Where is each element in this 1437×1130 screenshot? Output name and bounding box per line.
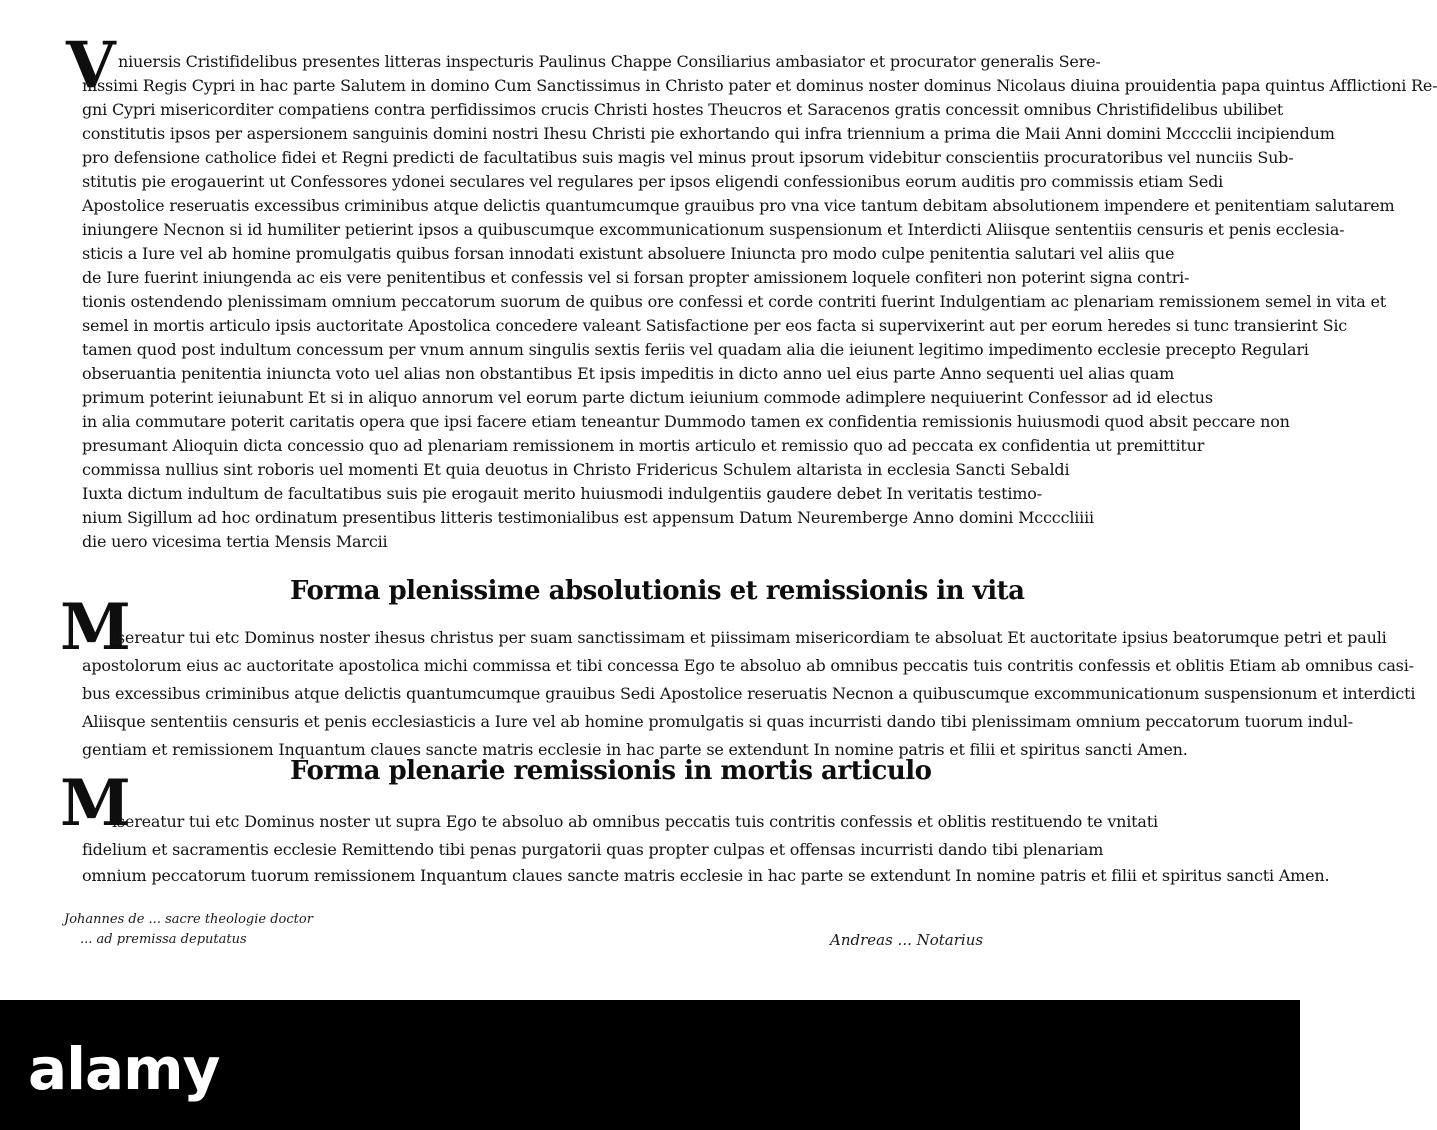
text-line: in alia commutare poterit caritatis opera que ipsi facere etiam teneantur Dummodo tamen ex confidentia remissionis huiusmodi quod absit peccare non (82, 412, 1290, 431)
text-line: stitutis pie erogauerint ut Confessores ydonei seculares vel regulares per ipsos eligendi confessionibus eorum auditis pro commissis etiam Sedi (82, 172, 1224, 191)
text-line: Aliisque sententiis censuris et penis ecclesiasticis a Iure vel ab homine promulgatis si quas incurristi dando tibi plenissimam omnium peccatorum tuorum indul- (82, 712, 1353, 731)
signature-left-line-1: Johannes de ... sacre theologie doctor (64, 912, 313, 927)
text-line: gentiam et remissionem Inquantum claues sancte matris ecclesie in hac parte se extendunt In nomine patris et filii et spiritus sancti Amen. (82, 740, 1188, 759)
signature-right: Andreas ... Notarius (830, 931, 984, 949)
alamy-logo: alamy (28, 1035, 220, 1103)
text-line: nissimi Regis Cypri in hac parte Salutem in domino Cum Sanctissimus in Christo pater et dominus noster dominus Nicolaus diuina prouidentia papa quintus Afflictioni Re- (82, 76, 1437, 95)
text-line: isereatur tui etc Dominus noster ut supra Ego te absoluo ab omnibus peccatis tuis contritis confessis et oblitis restituendo te vnitati (112, 812, 1158, 831)
text-line: tamen quod post indultum concessum per vnum annum singulis sextis feriis vel quadam alia die ieiunent legitimo impedimento ecclesie precepto Regulari (82, 340, 1309, 359)
text-line: semel in mortis articulo ipsis auctoritate Apostolica concedere valeant Satisfactione per eos facta si supervixerint aut per eorum heredes si tunc transierint Sic (82, 316, 1348, 335)
decorated-initial-v: V (66, 28, 116, 103)
text-line: omnium peccatorum tuorum remissionem Inquantum claues sancte matris ecclesie in hac parte se extendunt In nomine patris et filii et spiritus sancti Amen. (82, 866, 1330, 885)
text-line: bus excessibus criminibus atque delictis quantumcumque grauibus Sedi Apostolice reseruatis Necnon a quibuscumque excommunicationum suspensionum et interdicti (82, 684, 1416, 703)
text-line: gni Cypri misericorditer compatiens contra perfidissimos crucis Christi hostes Theucros et Saracenos gratis concessit omnibus Christifidelibus ubilibet (82, 100, 1284, 119)
text-line: pro defensione catholice fidei et Regni predicti de facultatibus suis magis vel minus prout ipsorum videbitur conscientiis procuratoribus vel nunciis Sub- (82, 148, 1294, 167)
text-line: sticis a Iure vel ab homine promulgatis quibus forsan innodati existunt absoluere Iniuncta pro modo culpe penitentia salutari vel aliis que (82, 244, 1175, 263)
section-heading-plenissime: Forma plenissime absolutionis et remissionis in vita (290, 576, 1025, 606)
text-line: nium Sigillum ad hoc ordinatum presentibus litteris testimonialibus est appensum Datum Neuremberge Anno domini Mccccliiii (82, 508, 1094, 527)
text-line: Apostolice reseruatis excessibus criminibus atque delictis quantumcumque grauibus pro vna vice tantum debitam absolutionem impendere et penitentiam salutarem (82, 196, 1395, 215)
text-line: de Iure fuerint iniungenda ac eis vere penitentibus et confessis vel si forsan propter amissionem loquele confiteri non poterint signa contri- (82, 268, 1190, 287)
text-line: constitutis ipsos per aspersionem sanguinis domini nostri Ihesu Christi pie exhortando qui infra triennium a prima die Maii Anni domini Mcccclii incipiendum (82, 124, 1335, 143)
text-line: primum poterint ieiunabunt Et si in aliquo annorum vel eorum parte dictum ieiunium commode adimplere nequiuerint Confessor ad id electus (82, 388, 1213, 407)
text-line: apostolorum eius ac auctoritate apostolica michi commissa et tibi concessa Ego te absoluo ab omnibus peccatis tuis contritis confessis et oblitis Etiam ab omnibus casi- (82, 656, 1414, 675)
section-heading-plenarie: Forma plenarie remissionis in mortis articulo (290, 756, 932, 786)
signature-left-line-2: ... ad premissa deputatus (80, 932, 247, 947)
text-line: obseruantia penitentia iniuncta voto uel alias non obstantibus Et ipsis impeditis in dicto anno uel eius parte Anno sequenti uel alias quam (82, 364, 1175, 383)
text-line: niuersis Cristifidelibus presentes litteras inspecturis Paulinus Chappe Consiliarius ambasiator et procurator generalis Sere- (118, 52, 1101, 71)
text-line: presumant Alioquin dicta concessio quo ad plenariam remissionem in mortis articulo et remissio quo ad peccata ex confidentia ut premittitur (82, 436, 1205, 455)
text-line: commissa nullius sint roboris uel momenti Et quia deuotus in Christo Fridericus Schulem altarista in ecclesia Sancti Sebaldi (82, 460, 1070, 479)
text-line: fidelium et sacramentis ecclesie Remittendo tibi penas purgatorii quas propter culpas et offensas incurristi dando tibi plenariam (82, 840, 1104, 859)
decorated-initial-m: M (60, 766, 131, 841)
text-line: die uero vicesima tertia Mensis Marcii (82, 532, 388, 551)
text-line: Iuxta dictum indultum de facultatibus suis pie erogauit merito huiusmodi indulgentiis gaudere debet In veritatis testimo- (82, 484, 1042, 503)
text-line: tionis ostendendo plenissimam omnium peccatorum suorum de quibus ore confessi et corde contriti fuerint Indulgentiam ac plenariam remissionem semel in vita et (82, 292, 1386, 311)
text-line: isereatur tui etc Dominus noster ihesus christus per suam sanctissimam et piissimam misericordiam te absoluat Et auctoritate ipsius beatorumque petri et pauli (112, 628, 1387, 647)
decorated-initial-m: M (60, 590, 131, 665)
text-line: iniungere Necnon si id humiliter petierint ipsos a quibuscumque excommunicationum suspensionum et Interdicti Aliisque sententiis censuris et penis ecclesia- (82, 220, 1345, 239)
